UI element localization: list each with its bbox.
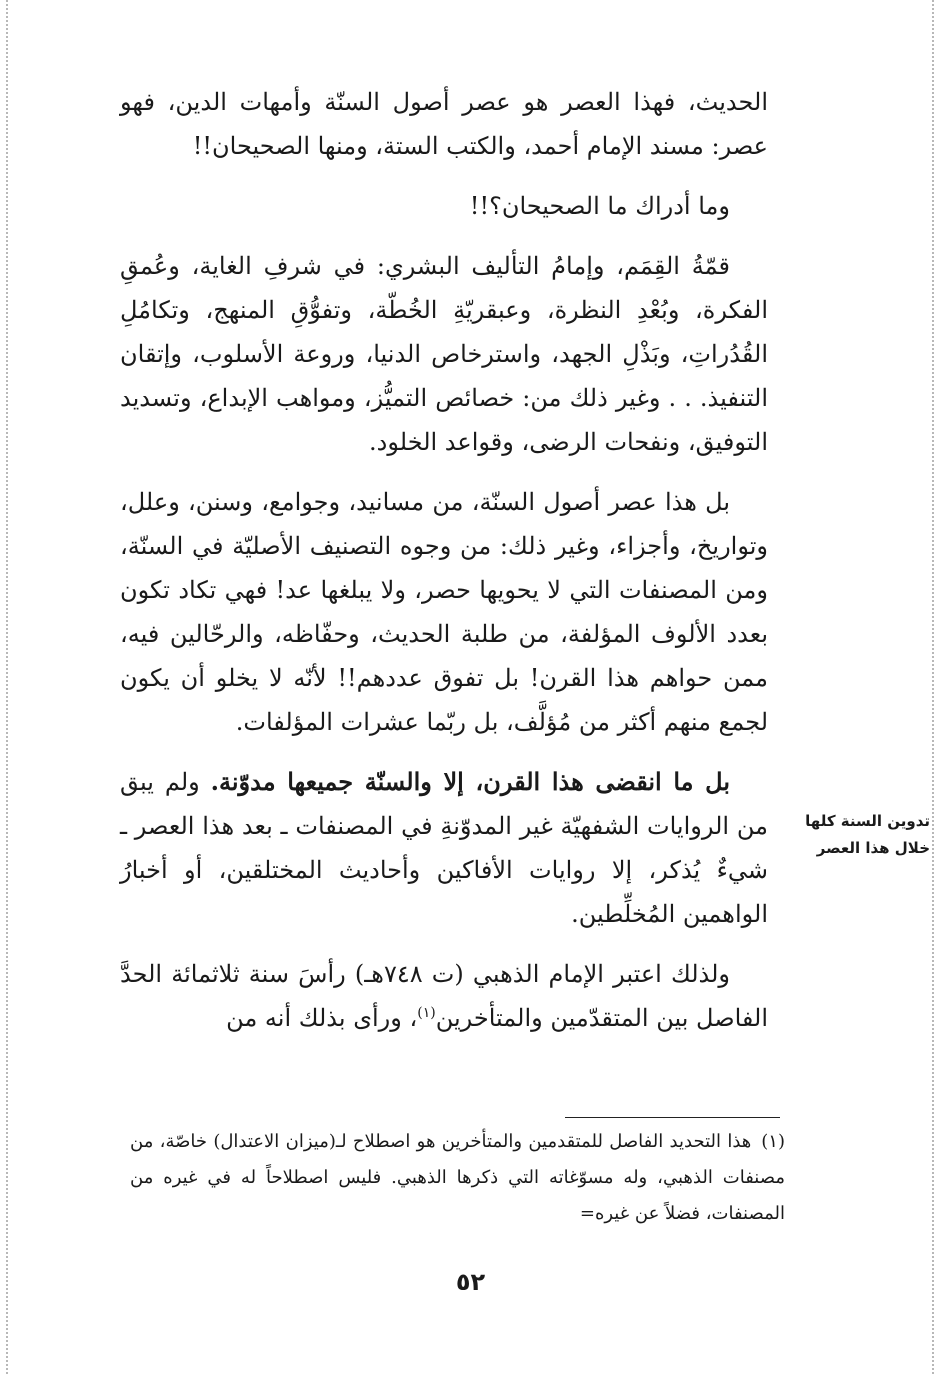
paragraph-6-before: ولذلك اعتبر الإمام الذهبي (ت ٧٤٨هـ) رأسَ سنة ثلاثمائة الحدَّ الفاصل بين المتقدّمين والمتأخرين	[120, 960, 768, 1032]
page-number: ٥٢	[455, 1268, 486, 1296]
footnote	[130, 1124, 785, 1232]
paragraph-5	[120, 760, 768, 936]
footnote-separator	[565, 1117, 780, 1118]
left-edge-dots	[6, 0, 8, 1374]
paragraph-6-after: ، ورأى بذلك أنه من	[226, 1004, 418, 1032]
paragraph-3: قمّةُ القِمَم، وإمامُ التأليف البشري: في شرفِ الغاية، وعُمقِ الفكرة، وبُعْدِ النظرة، وعبقريّةِ الخُطّة، وتفوُّقِ المنهج، وتكامُلِ القُدُراتِ، وبَذْلِ الجهد، واسترخاص الدنيا، وروعة الأسلوب، وإتقان التنفيذ. . . وغير ذلك من: خصائص التميُّز، ومواهب الإبداع، وتسديد التوفيق، ونفحات الرضى، وقواعد الخلود.	[120, 252, 768, 456]
margin-note: تدوين السنة كلها خلال هذا العصر	[805, 812, 930, 857]
main-text-column	[120, 80, 768, 1056]
bold-sentence: بل ما انقضى هذا القرن، إلا والسنّة جميعها مدوّنة.	[210, 767, 731, 796]
paragraph-2: وما أدراك ما الصحيحان؟!!	[469, 192, 730, 220]
paragraph-1: الحديث، فهذا العصر هو عصر أصول السنّة وأمهات الدين، فهو عصر: مسند الإمام أحمد، والكتب الستة، ومنها الصحيحان!!	[120, 88, 768, 160]
footnote-number: (١)	[761, 1131, 785, 1152]
footnote-reference: (١)	[417, 1005, 436, 1021]
footnote-text: هذا التحديد الفاصل للمتقدمين والمتأخرين هو اصطلاح لـ(ميزان الاعتدال) خاصّة، من مصنفات الذهبي، وله مسوّغاته التي ذكرها الذهبي. فليس اصطلاحاً له في غيره من المصنفات، فضلاً عن غيره=	[130, 1131, 785, 1224]
paragraph-6	[120, 952, 768, 1040]
right-edge-dots	[932, 0, 934, 1374]
paragraph-4: بل هذا عصر أصول السنّة، من مسانيد، وجوامع، وسنن، وعلل، وتواريخ، وأجزاء، وغير ذلك: من وجوه التصنيف الأصليّة في السنّة، ومن المصنفات التي لا يحويها حصر، ولا يبلغها عد! فهي تكاد تكون بعدد الألوف المؤلفة، من طلبة الحديث، وحفّاظه، والرحّالين فيه، ممن حواهم هذا القرن! بل تفوق عددهم!! لأنّه لا يخلو أن يكون لجمع منهم أكثر من مُؤلَّف، بل ربّما عشرات المؤلفات.	[120, 488, 768, 736]
paragraph-5-continuation: ولم يبق من الروايات الشفهيّة غير المدوّنةِ في المصنفات ـ بعد هذا العصر ـ شيءٌ يُذكر، إلا روايات الأفاكين وأحاديث المختلقين، أو أخبارُ الواهمين المُخلِّطين.	[120, 768, 768, 928]
